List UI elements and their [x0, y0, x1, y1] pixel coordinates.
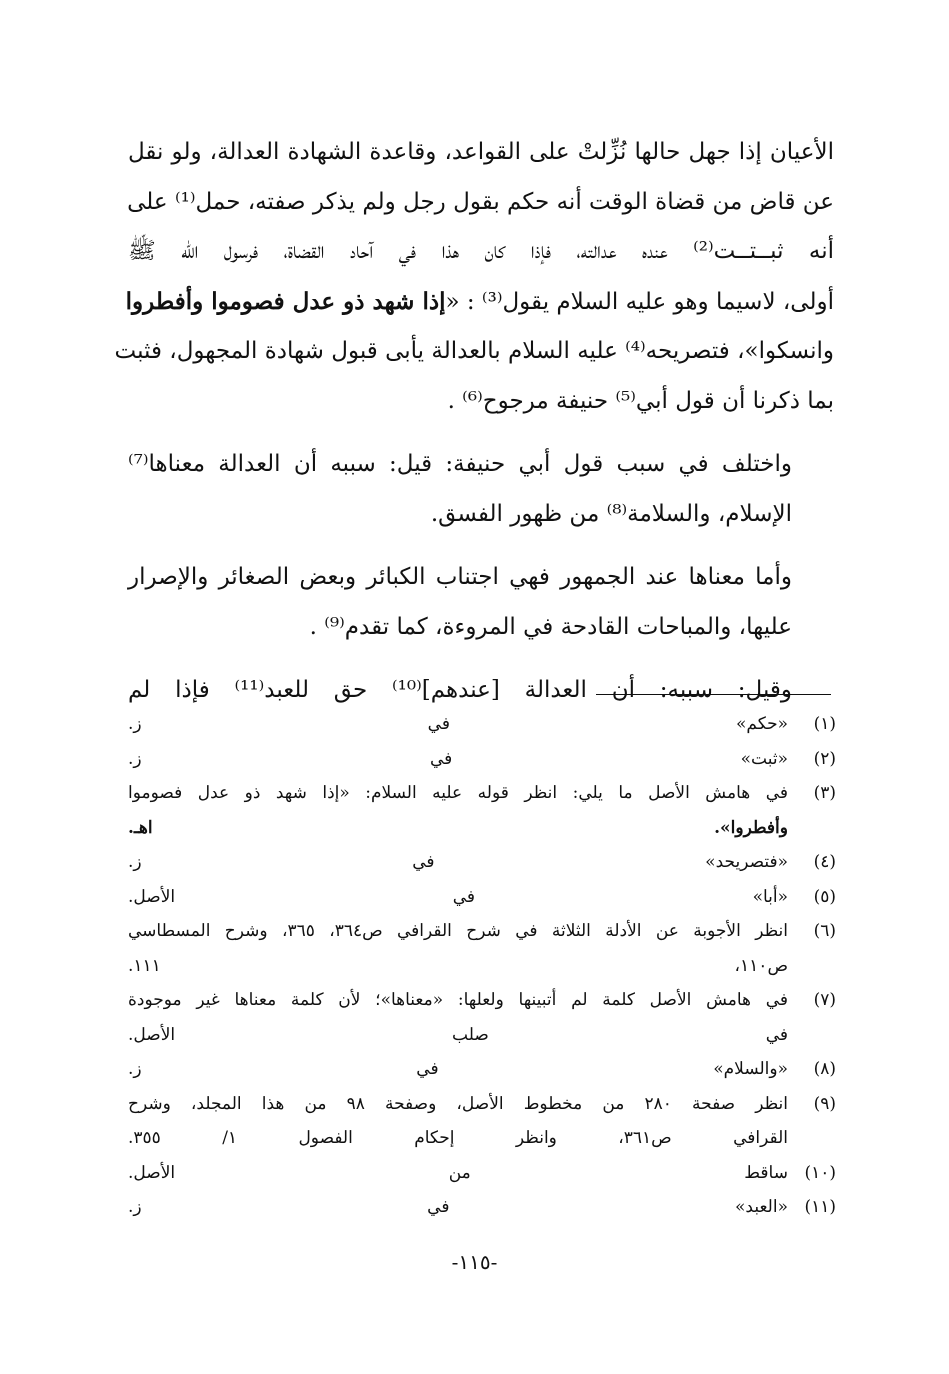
footnote-text	[128, 1156, 788, 1191]
footnote-number: (٩)	[813, 1093, 836, 1114]
text-line: ص١١٠، ١١١.	[128, 955, 788, 976]
text-line: عن قاض من قضاة الوقت أنه حكم بقول رجل ولم يذكر صفته، حمل⁽¹⁾ على	[127, 188, 834, 215]
footnote-text	[128, 1087, 788, 1156]
text-line: «العبد» في ز.	[128, 1197, 788, 1217]
footnote-text	[128, 914, 788, 983]
footnote-number: (٥)	[813, 886, 836, 907]
text-line: وأفطروا». اهـ.	[128, 817, 788, 838]
footnote-number: (٣)	[813, 783, 836, 803]
text-line: «ثبت» في ز.	[128, 748, 788, 769]
footnote-number: (١٠)	[804, 1162, 836, 1183]
paragraph-3	[128, 553, 834, 652]
footnote-text	[128, 1190, 788, 1225]
footnote-item	[128, 1087, 836, 1156]
footnote-number: (٤)	[813, 852, 836, 872]
text-line: واختلف في سبب قول أبي حنيفة: قيل: سببه أن العدالة معناها⁽⁷⁾	[128, 451, 792, 477]
footnote-text	[128, 776, 788, 845]
text-line: «أبا» في الأصل.	[128, 886, 788, 907]
paragraph-2	[128, 440, 834, 539]
paragraph-1	[114, 128, 834, 426]
footnote-text	[128, 707, 788, 742]
footnote-item	[128, 1156, 836, 1191]
footnote-item	[128, 1052, 836, 1087]
page-number: -١١٥-	[451, 1250, 498, 1274]
footnote-item	[128, 914, 836, 983]
text-line: أنه ثبــتــت⁽²⁾ عنده عدالته، فإذا كان هذا في آحاد القضاة، فرسول الله ﷺ	[128, 238, 834, 264]
footnote-text	[128, 1052, 788, 1087]
hadith-quote: إذا شهد ذو عدل فصوموا وأفطروا	[125, 287, 446, 315]
text-line: في هامش الأصل ما يلي: انظر قوله عليه السلام: «إذا شهد ذو عدل فصوموا	[128, 783, 788, 803]
text-line: الإسلام، والسلامة⁽⁸⁾ من ظهور الفسق.	[430, 500, 792, 527]
footnote-text	[128, 880, 788, 915]
footnotes	[128, 707, 836, 1225]
footnote-number: (٦)	[813, 921, 836, 941]
text-line: «فتصريحد» في ز.	[128, 852, 788, 872]
footnote-text	[128, 742, 788, 777]
footnote-text	[128, 845, 788, 880]
text-line: «والسلام» في ز.	[128, 1059, 788, 1079]
footnote-number: (١١)	[804, 1197, 836, 1217]
footnote-item	[128, 742, 836, 777]
text-segment: أولى، لاسيما وهو عليه السلام يقول⁽³⁾ : «	[445, 288, 834, 315]
footnote-text	[128, 983, 788, 1052]
footnote-item	[128, 880, 836, 915]
text-line: وانسكوا»، فتصريحه⁽⁴⁾ عليه السلام بالعدالة يأبى قبول شهادة المجهول، فثبت	[114, 338, 834, 364]
footnote-item	[128, 983, 836, 1052]
text-line: الأعيان إذا جهل حالها نُزِّلتْ على القواعد، وقاعدة الشهادة العدالة، ولو نقل	[128, 139, 834, 165]
text-line: بما ذكرنا أن قول أبي⁽⁵⁾ حنيفة مرجوح⁽⁶⁾ .	[447, 387, 834, 414]
footnote-number: (٨)	[813, 1059, 836, 1079]
footnote-number: (٢)	[813, 748, 836, 769]
footnote-number: (٧)	[813, 990, 836, 1010]
text-line: «حكم» في ز.	[128, 714, 788, 734]
main-text	[114, 128, 834, 716]
footnote-separator	[596, 694, 831, 695]
footnote-item	[128, 707, 836, 742]
text-line-with-quote	[125, 277, 834, 328]
footnote-item	[128, 845, 836, 880]
text-line: القرافي ص٣٦١، وانظر إحكام الفصول ١/ ٣٥٥.	[128, 1128, 789, 1148]
text-line: ساقط من الأصل.	[128, 1162, 788, 1183]
text-line: وأما معناها عند الجمهور فهي اجتناب الكبائر وبعض الصغائر والإصرار	[128, 564, 792, 590]
footnote-item	[128, 776, 836, 845]
text-line: انظر صفحة ٢٨٠ من مخطوط الأصل، وصفحة ٩٨ من هذا المجلد، وشرح	[128, 1093, 788, 1114]
text-line: في صلب الأصل.	[128, 1024, 788, 1045]
text-line: وقيل: سببه: أن العدالة [عندهم]⁽¹⁰⁾ حق للعبد⁽¹¹⁾ فإذا لم	[128, 677, 792, 703]
text-line: انظر الأجوبة عن الأدلة الثلاثة في شرح القرافي ص٣٦٤، ٣٦٥، وشرح المسطاسي	[128, 921, 788, 941]
footnote-number: (١)	[813, 714, 836, 734]
footnote-item	[128, 1190, 836, 1225]
text-line: في هامش الأصل كلمة لم أتبينها ولعلها: «معناها»؛ لأن كلمة معناها غير موجودة	[128, 990, 788, 1010]
text-line: عليها، والمباحات القادحة في المروءة، كما تقدم⁽⁹⁾ .	[309, 613, 792, 640]
